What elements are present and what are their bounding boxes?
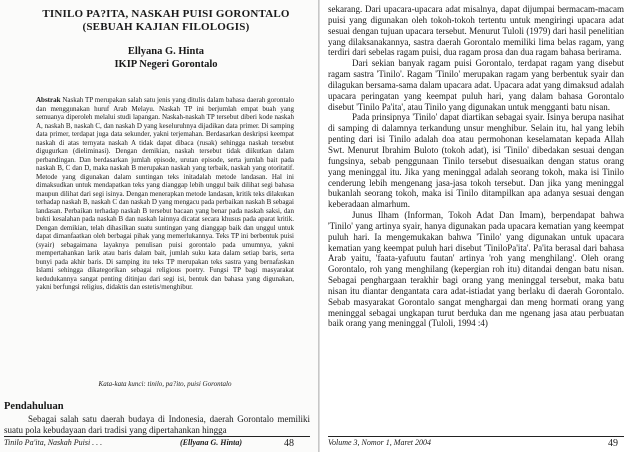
body-paragraph: Pada prinsipnya 'Tinilo' dapat diartikan sebagai syair. Isinya berupa nasihat di samping di dalamnya terkandung unsur menghibur. Selain itu, hal yang lebih penting dari isi Tinilo adalah doa atau permohonan keselamatan kepada Allah Swt. Menurut Ibrahim Buloto (tokoh adat), isi 'Tinilo' dibedakan sesuai dengan fungsinya, sebab penggunaan Tinilo tersebut disesuaikan dengan status orang yang meninggal itu. Jika yang meninggal adalah seorang tokoh, maka isi Tinilo cenderung lebih mengenang jasa-jasa tokoh tersebut. Dan jika yang meninggal bukanlah seorang tokoh, maka isi Tinilo ditampilkan apa adanya sesuai dengan keberadaan almarhum. xyxy=(328,112,624,210)
footer-rule xyxy=(328,436,624,437)
footer-volume: Volume 3, Nomor 1, Maret 2004 xyxy=(328,438,432,447)
keywords: Kata-kata kunci: tinilo, pa?ito, puisi Gorontalo xyxy=(98,380,232,388)
footer-running-title: Tinilo Pa'ita, Naskah Puisi . . . xyxy=(4,438,103,447)
abstract-text: Naskah TP merupakan salah satu jenis yang ditulis dalam bahasa daerah gorontalo dan menggunakan huruf Arab Melayu. Naskah TP ini berjumlah empat buah yang semuanya diperoleh melalui studi lapangan. Naskah-naskah TP tersebut diberi kode naskah A, naskah B, naskah C, dan naskah D yang keseluruhnya dijadikan data primer. Di samping data primer, terdapat juga data sekunder, yakni terjemahan. Berdasarkan deskripsi keempat naskah di atas ternyata naskah A tidak dapat dibaca (rusak) sehingga naskah tersebut digugurkan (dieliminasi). Dengan demikian, naskah tersebut tidak diikutkan dalam perbandingan. Dan berdasarkan jumlah episode, urutan episode, serta jumlah bait pada naskah B, C dan D, maka naskah B merupakan naskah yang terbaik, naskah yang otoritatif. Metode yang digunakan dalam suntingan teks initadalah metode landasan. Hal ini dimaksudkan untuk mendapatkan teks yang dianggap lebih unggul baik dilihat segi bahasa maupun dilihat dari segi isinya. Dengan menerapkan metode landasan, kritik teks dilakukan terhadap naskah B, naskah C dan naskah D yang mengacu pada perbaikan naskah B sebagai landasan. Perbaikan terhadap naskah B tersebut bacaan yang benar pada naskah saksi, dan bukti kesalahan pada naskah B dan naskah lainnya dicatat secara khusus pada aparat kritik. Dengan demikian, telah dihasilkan suatu suntingan yang dianggap baik dan unggul untuk dapat dimanfaatkan oleh berbagai pihak yang memerlukannya. Teks TP ini berbentuk puisi (syair) sebagaimana layaknya penulisan puisi gorontalo pada umumnya, yakni mempertahankan larik atau baris dalam bait, jumlah suku kata dalam setiap baris, serta bunyi pada akhir baris. Di samping itu teks TP merupakan teks sastra yang bernafaskan Islami sehingga dikategorikan sebagai religious poetry. Fungsi TP bagi masyarakat kedudukannya sangat penting ditinjau dari segi isi, bentuk dan bahasa yang digunakan, yakni berfungsi religius, didaktis dan estetis/menghibur. xyxy=(36,96,295,291)
author-affiliation: IKIP Negeri Gorontalo xyxy=(114,59,218,70)
section-heading: Pendahuluan xyxy=(4,401,64,412)
footer-rule xyxy=(4,436,310,437)
right-page xyxy=(320,0,638,452)
body-text xyxy=(328,4,624,329)
article-subtitle: (SEBUAH KAJIAN FILOLOGIS) xyxy=(82,21,250,33)
page-number: 49 xyxy=(608,438,618,449)
page-number: 48 xyxy=(284,438,294,449)
intro-paragraph: Sebagai salah satu daerah budaya di Indonesia, daerah Gorontalo memiliki suatu pola kebudayaan dari tradisi yang dipertahankan hingga xyxy=(4,414,310,435)
body-paragraph: sekarang. Dari upacara-upacara adat misalnya, dapat dijumpai bermacam-macam puisi yang digunakan oleh tokoh-tokoh tertentu untuk mengiringi upacara adat sesuai dengan tujuan upacara tersebut. Menurut Tuloli (1979) dari hasil penelitian yang dilaksanakannya, sastra daerah Gorontalo memiliki lima belas ragam, yang terdiri dari sebelas ragam puisi, dua ragam prosa dan dua ragam bahasa berirama. xyxy=(328,4,624,58)
footer-author: (Ellyana G. Hinta) xyxy=(180,438,243,447)
abstract xyxy=(36,96,294,292)
left-page xyxy=(0,0,318,452)
article-title: TINILO PA?ITA, NASKAH PUISI GORONTALO xyxy=(42,8,290,20)
body-paragraph: Dari sekian banyak ragam puisi Gorontalo, terdapat ragam yang disebut ragam sastra 'Tinilo'. Ragam 'Tinilo' merupakan ragam yang berbentuk syair dan dilagukan bersama-sama dalam upacara adat. Upacara adat yang dimaksud adalah upacara peringatan yang keempat puluh hari, yang dalam bahasa Gorontalo disebut 'Tinilo Pa'ita', atau Tinilo yang digunakan untuk mengganti batu nisan. xyxy=(328,58,624,112)
abstract-label: Abstrak xyxy=(36,96,61,104)
body-paragraph: Junus Ilham (Informan, Tokoh Adat Dan Imam), berpendapat bahwa 'Tinilo' yang artinya syair, hanya digunakan pada upacara kematian yang keempat puluh hari. Ia mengemukakan bahwa 'Tinilo' yang digunakan untuk upacara kematian yang keempat puluh hari disebut 'TiniloPa'ita'. Pa'ita berasal dari bahasa Arab yaitu, 'faata-yafuutu fautan' artinya 'roh yang menghilang'. Oleh orang Gorontalo, roh yang menghilang (kepergian roh itu) ditandai dengan batu nisan. Sebagai penghargaan terakhir bagi orang yang meninggal tersebut, maka batu nisan itu diantar dengantata cara adat-istiadat yang berlaku di daerah Gorontalo. Sebab masyarakat Gorontalo sangat menghargai dan meng hormati orang yang meninggal sebagai ungkapan turut berduka dan me ngenang jasa atau perbuatan baik orang yang meninggal (Tuloli, 1994 :4) xyxy=(328,210,624,329)
author-name: Ellyana G. Hinta xyxy=(127,46,205,57)
